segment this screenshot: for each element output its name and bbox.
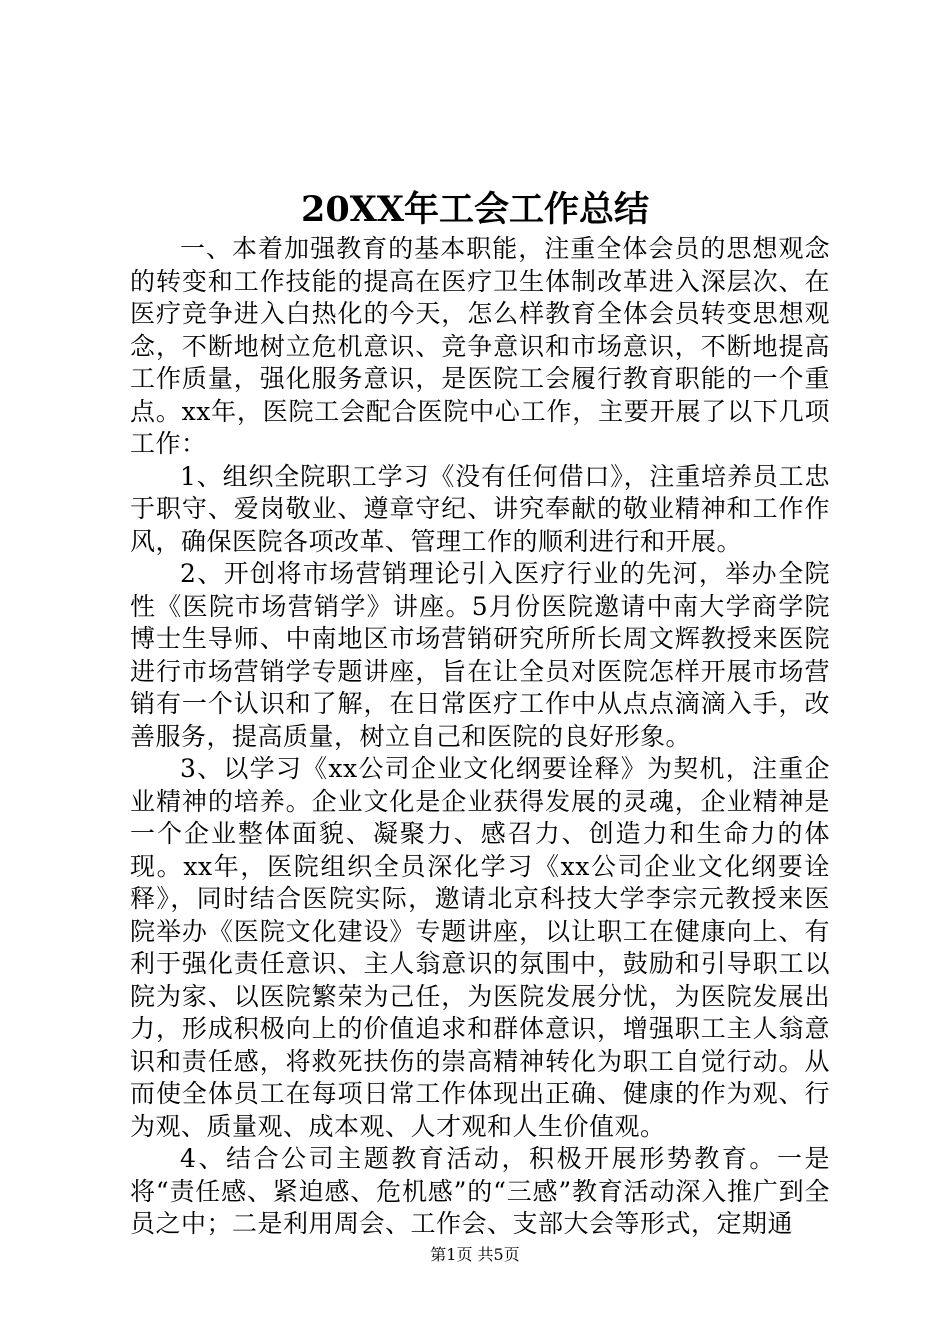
paragraph-2: 1、组织全院职工学习《没有任何借口》，注重培养员工忠于职守、爱岗敬业、遵章守纪、讲究奉献的敬业精神和工作作风，确保医院各项改革、管理工作的顺利进行和开展。 xyxy=(130,461,830,556)
paragraph-4: 3、以学习《xx公司企业文化纲要诠释》为契机，注重企业精神的培养。企业文化是企业获得发展的灵魂，企业精神是一个企业整体面貌、凝聚力、感召力、创造力和生命力的体现。xx年，医院组织全员深化学习《xx公司企业文化纲要诠释》，同时结合医院实际，邀请北京科技大学李宗元教授来医院举办《医院文化建设》专题讲座，以让职工在健康向上、有利于强化责任意识、主人翁意识的氛围中，鼓励和引导职工以院为家、以医院繁荣为己任，为医院发展分忧，为医院发展出力，形成积极向上的价值追求和群体意识，增强职工主人翁意识和责任感，将救死扶伤的崇高精神转化为职工自觉行动。从而使全体员工在每项日常工作体现出正确、健康的作为观、行为观、质量观、成本观、人才观和人生价值观。 xyxy=(130,754,830,1141)
paragraph-5: 4、结合公司主题教育活动，积极开展形势教育。一是将“责任感、紧迫感、危机感”的“三感”教育活动深入推广到全员之中；二是利用周会、工作会、支部大会等形式，定期通 xyxy=(130,1144,830,1238)
page-footer xyxy=(0,1244,950,1266)
document-body xyxy=(130,233,830,1241)
document-title: 20XX年工会工作总结 xyxy=(300,189,650,230)
page-indicator: 第1页 共5页 xyxy=(430,1245,520,1264)
paragraph-3: 2、开创将市场营销理论引入医疗行业的先河，举办全院性《医院市场营销学》讲座。5月份医院邀请中南大学商学院博士生导师、中南地区市场营销研究所所长周文辉教授来医院进行市场营销学专题讲座，旨在让全员对医院怎样开展市场营销有一个认识和了解，在日常医疗工作中从点点滴滴入手，改善服务，提高质量，树立自己和医院的良好形象。 xyxy=(130,559,830,751)
paragraph-1: 一、本着加强教育的基本职能，注重全体会员的思想观念的转变和工作技能的提高在医疗卫生体制改革进入深层次、在医疗竞争进入白热化的今天，怎么样教育全体会员转变思想观念，不断地树立危机意识、竞争意识和市场意识，不断地提高工作质量，强化服务意识，是医院工会履行教育职能的一个重点。xx年，医院工会配合医院中心工作，主要开展了以下几项工作： xyxy=(130,234,830,458)
